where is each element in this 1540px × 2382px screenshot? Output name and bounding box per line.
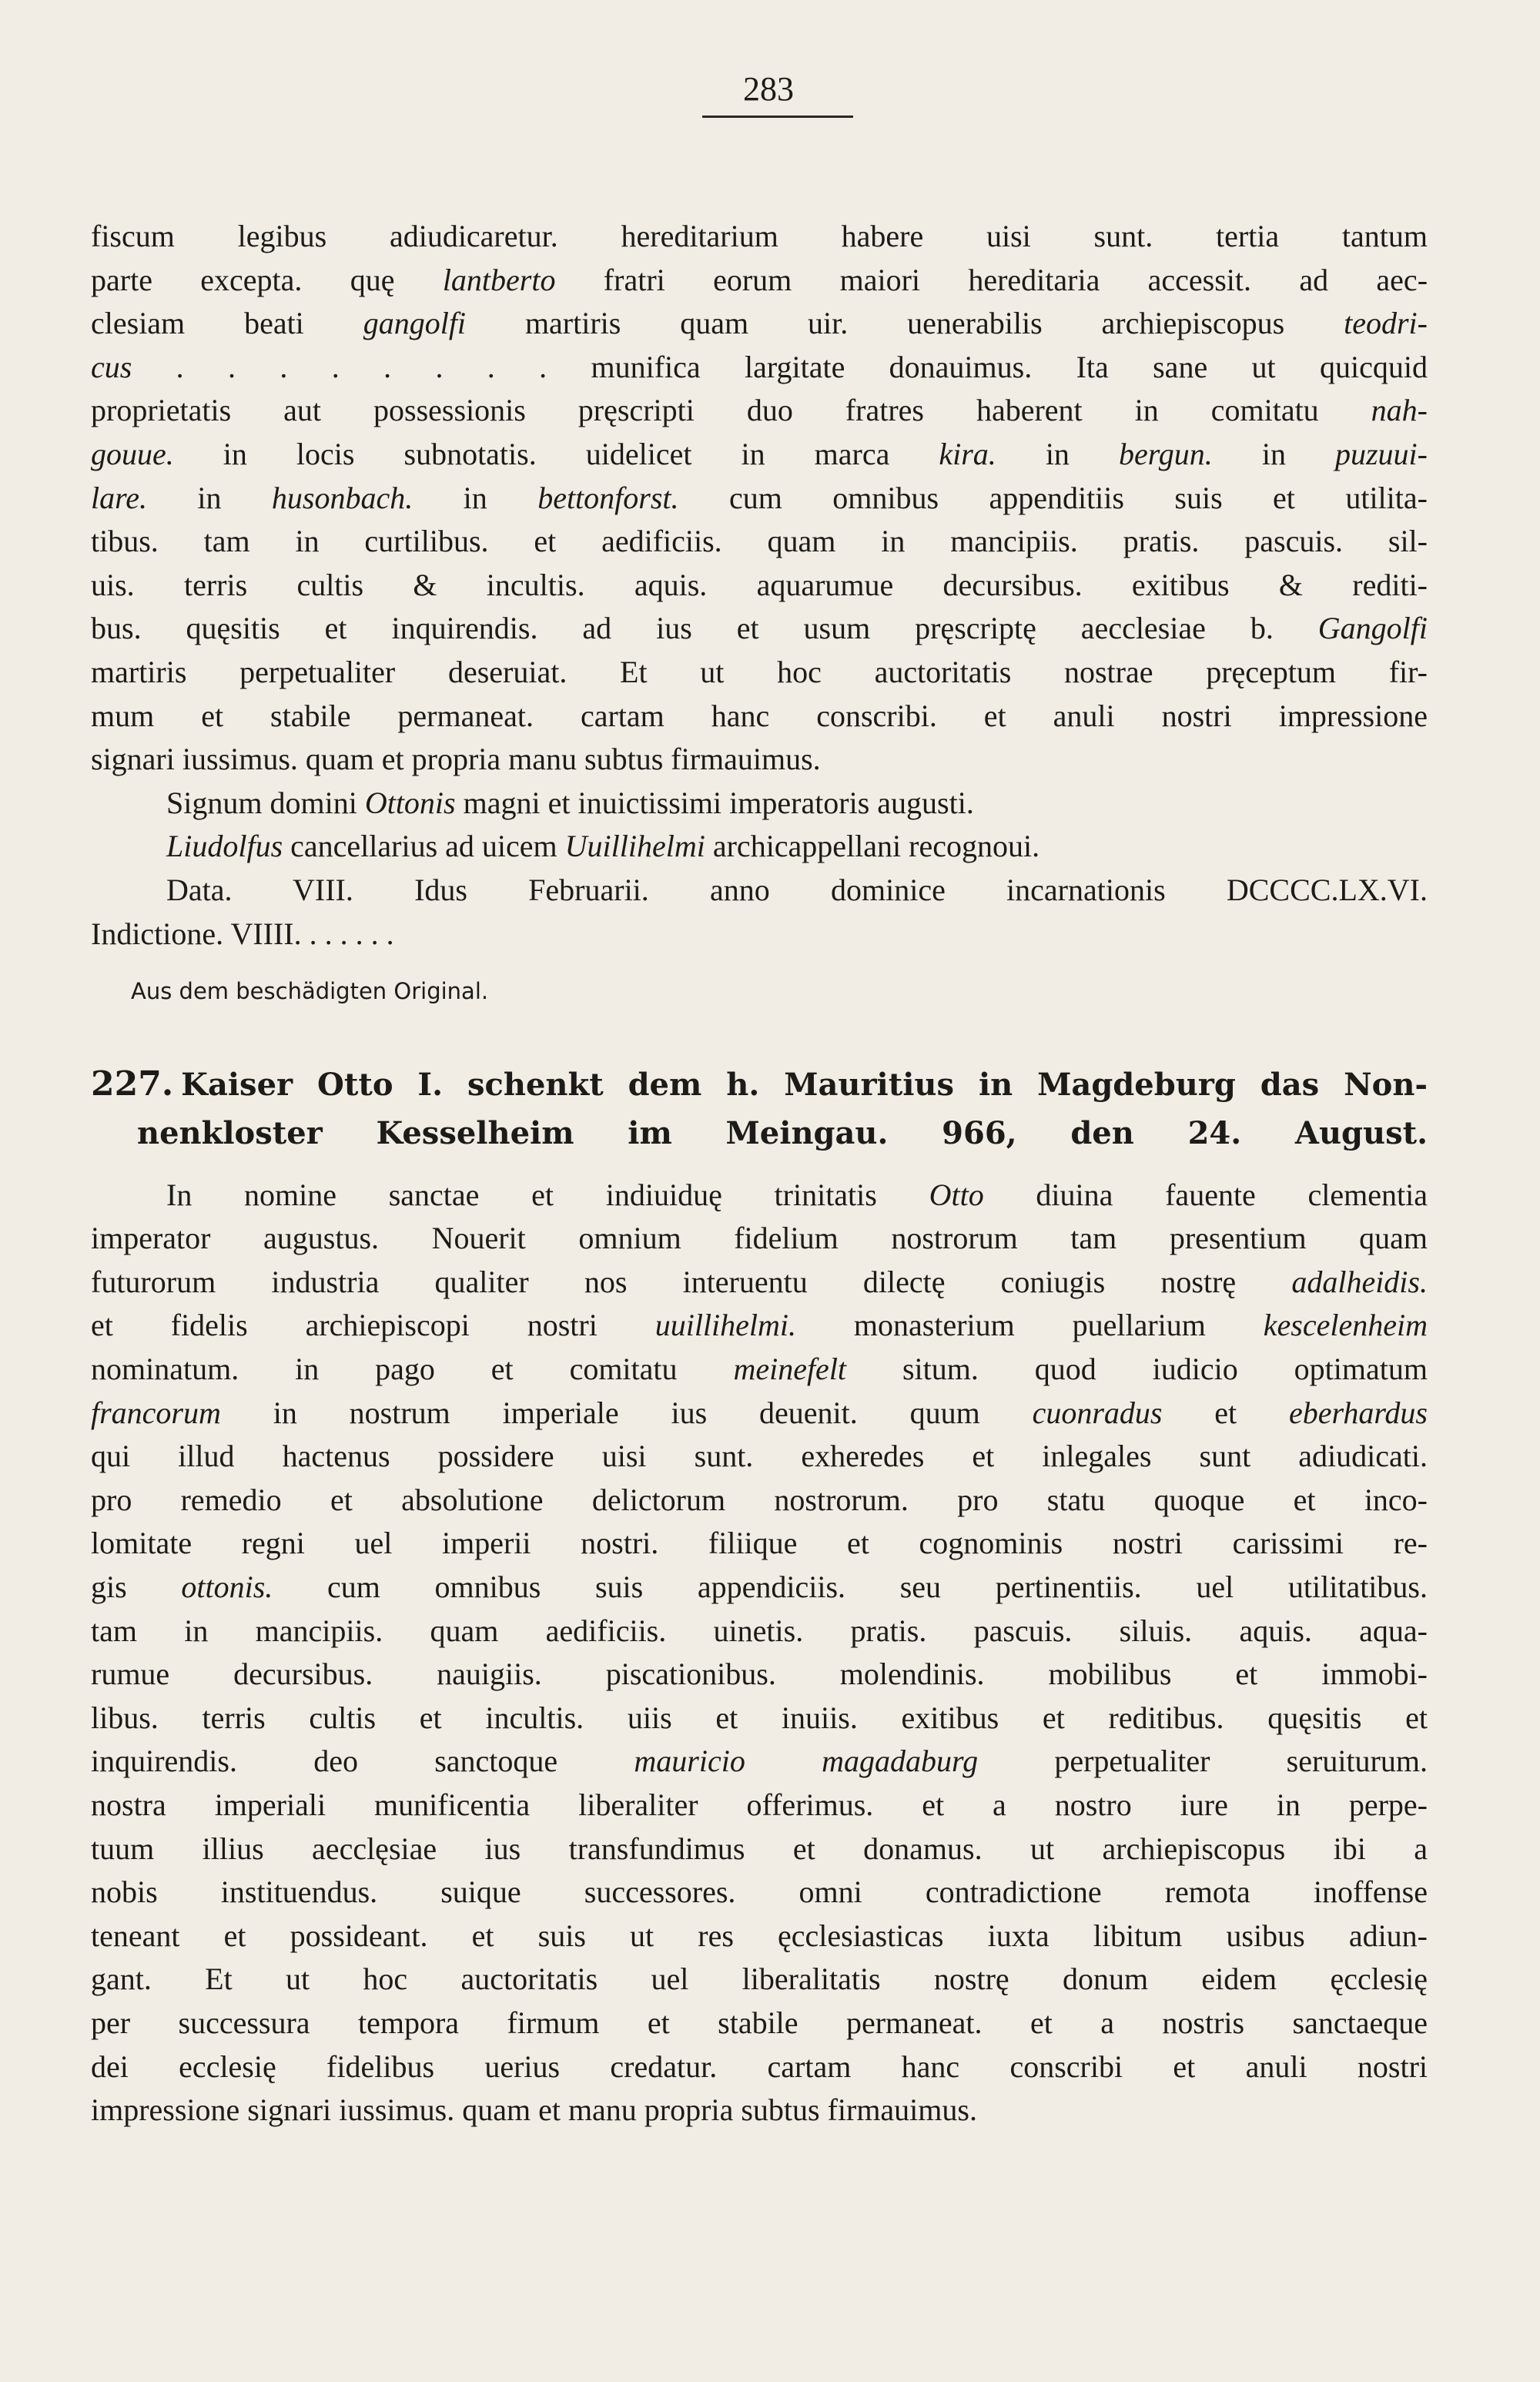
charter-227-heading <box>91 1060 1428 1158</box>
text-span: cum omnibus appenditiis suis et utilita- <box>678 480 1428 515</box>
heading-line-1-text: Kaiser Otto I. schenkt dem h. Mauritius in Magdeburg das Non- <box>181 1066 1428 1103</box>
text-line <box>91 1697 1428 1740</box>
text-span: imperator augustus. Nouerit omnium fidelium nostrorum tam presentium quam <box>91 1221 1428 1256</box>
text-line <box>91 346 1428 390</box>
text-span: rumue decursibus. nauigiis. piscationibus. molendinis. mobilibus et immobi- <box>91 1657 1428 1692</box>
text-span: Signum domini <box>166 785 365 820</box>
text-line <box>91 1348 1428 1392</box>
text-span: diuina fauente clementia <box>983 1177 1428 1212</box>
text-line <box>91 913 1428 956</box>
text-span: nominatum. in pago et comitatu <box>91 1352 734 1387</box>
italic-text: cuonradus <box>1032 1395 1163 1430</box>
text-span: nobis instituendus. suique successores. omni contradictione remota inoffense <box>91 1874 1428 1910</box>
text-line <box>91 1217 1428 1261</box>
text-span: et <box>1162 1395 1289 1430</box>
text-line <box>91 1871 1428 1915</box>
text-span: . . . . . . . . munifica largitate donauimus. Ita sane ut quicquid <box>132 349 1428 384</box>
text-span: futurorum industria qualiter nos interuentu dilectę coniugis nostrę <box>91 1264 1292 1299</box>
text-span: martiris quam uir. uenerabilis archiepiscopus <box>466 306 1344 341</box>
text-line <box>91 1566 1428 1610</box>
italic-text: husonbach. <box>271 480 413 515</box>
italic-text: kira. <box>939 436 996 471</box>
text-span: teneant et possideant. et suis ut res ęcclesiasticas iuxta libitum usibus adiun- <box>91 1918 1428 1953</box>
text-line <box>91 1392 1428 1436</box>
italic-text: mauricio magadaburg <box>634 1744 979 1779</box>
text-span: dei ecclesię fidelibus uerius credatur. cartam hanc conscribi et anuli nostri <box>91 2049 1428 2084</box>
text-span: lomitate regni uel imperii nostri. filiique et cognominis nostri carissimi re- <box>91 1526 1428 1561</box>
source-note: Aus dem beschädigten Original. <box>131 978 489 1005</box>
text-line <box>91 520 1428 564</box>
text-span: nostra imperiali munificentia liberaliter offerimus. et a nostro iure in perpe- <box>91 1787 1428 1822</box>
text-line <box>91 1784 1428 1828</box>
italic-text: teodri- <box>1344 306 1428 341</box>
text-line <box>91 1304 1428 1348</box>
text-span: in <box>1212 436 1335 471</box>
italic-text: ottonis. <box>181 1570 273 1605</box>
text-span: in locis subnotatis. uidelicet in marca <box>173 436 939 471</box>
italic-text: lantberto <box>442 262 556 297</box>
text-line <box>91 695 1428 739</box>
text-line <box>91 2045 1428 2089</box>
text-line <box>91 302 1428 346</box>
text-span: in <box>146 480 272 515</box>
text-span: perpetualiter seruiturum. <box>978 1744 1428 1779</box>
italic-text: gangolfi <box>363 306 467 341</box>
text-span: impressione signari iussimus. quam et manu propria subtus firmauimus. <box>91 2092 977 2128</box>
italic-text: Uuillihelmi <box>564 829 705 864</box>
text-line <box>91 782 1428 826</box>
text-line <box>91 1479 1428 1523</box>
italic-text: Liudolfus <box>166 829 283 864</box>
text-span: cum omnibus suis appendiciis. seu pertinentiis. uel utilitatibus. <box>273 1570 1428 1605</box>
text-line <box>91 259 1428 303</box>
italic-text: uuillihelmi. <box>654 1308 797 1343</box>
charter-226-text <box>91 215 1428 956</box>
text-span: signari iussimus. quam et propria manu subtus firmauimus. <box>91 742 821 777</box>
text-span: proprietatis aut possessionis pręscripti duo fratres haberent in comitatu <box>91 393 1371 428</box>
text-line <box>91 2002 1428 2045</box>
italic-text: francorum <box>91 1395 221 1430</box>
text-line <box>91 607 1428 651</box>
italic-text: bettonforst. <box>537 480 679 515</box>
italic-text: Otto <box>929 1177 984 1212</box>
text-span: monasterium puellarium <box>796 1308 1264 1343</box>
text-span: mum et stabile permaneat. cartam hanc conscribi. et anuli nostri impressione <box>91 698 1428 733</box>
text-span: martiris perpetualiter deseruiat. Et ut hoc auctoritatis nostrae pręceptum fir- <box>91 654 1428 689</box>
text-span: archicappellani recognoui. <box>705 829 1040 864</box>
text-span: qui illud hactenus possidere uisi sunt. exheredes et inlegales sunt adiudicati. <box>91 1439 1428 1474</box>
text-span: In nomine sanctae et indiuiduę trinitatis <box>166 1177 929 1212</box>
text-span: inquirendis. deo sanctoque <box>91 1744 634 1779</box>
text-line <box>91 1653 1428 1697</box>
text-line <box>91 477 1428 521</box>
italic-text: gouue. <box>91 436 174 471</box>
heading-line-1 <box>91 1060 1428 1109</box>
page-number: 283 <box>743 70 794 108</box>
text-span: clesiam beati <box>91 306 363 341</box>
italic-text: lare. <box>91 480 147 515</box>
text-span: situm. quod iudicio optimatum <box>846 1352 1428 1387</box>
italic-text: kescelenheim <box>1263 1308 1428 1343</box>
text-span: tuum illius aecclęsiae ius transfundimus et donamus. ut archiepiscopus ibi a <box>91 1831 1428 1866</box>
text-span: parte excepta. quę <box>91 262 443 297</box>
text-span: et fidelis archiepiscopi nostri <box>91 1308 655 1343</box>
text-line <box>91 215 1428 259</box>
text-span: uis. terris cultis & incultis. aquis. aquarumue decursibus. exitibus & rediti- <box>91 567 1428 602</box>
italic-text: adalheidis. <box>1291 1264 1428 1299</box>
document-page <box>91 68 1428 2132</box>
italic-text: Ottonis <box>364 785 456 820</box>
text-line <box>91 1435 1428 1479</box>
heading-line-2: nenkloster Kesselheim im Meingau. 966, den 24. August. <box>137 1114 1428 1151</box>
text-line <box>91 869 1428 913</box>
charter-number: 227. <box>91 1064 174 1104</box>
text-line <box>91 1174 1428 1218</box>
italic-text: cus <box>91 349 132 384</box>
text-span: in <box>413 480 538 515</box>
text-line <box>91 1610 1428 1653</box>
text-span: Data. VIII. Idus Februarii. anno dominice incarnationis DCCCC.LX.VI. <box>166 872 1428 907</box>
text-span: magni et inuictissimi imperatoris augusti. <box>455 785 974 820</box>
text-line <box>91 825 1428 869</box>
text-span: libus. terris cultis et incultis. uiis et inuiis. exitibus et reditibus. quęsitis et <box>91 1700 1428 1735</box>
charter-227-text <box>91 1174 1428 2132</box>
page-number-rule <box>702 116 853 118</box>
italic-text: Gangolfi <box>1317 611 1428 646</box>
text-span: fiscum legibus adiudicaretur. hereditarium habere uisi sunt. tertia tantum <box>91 219 1428 253</box>
text-line <box>91 1261 1428 1305</box>
text-line <box>91 1522 1428 1566</box>
text-line <box>91 2089 1428 2132</box>
text-line <box>91 564 1428 608</box>
text-span: gant. Et ut hoc auctoritatis uel liberalitatis nostrę donum eidem ęcclesię <box>91 1962 1428 1997</box>
text-span: bus. quęsitis et inquirendis. ad ius et usum pręscriptę aecclesiae b. <box>91 611 1318 646</box>
italic-text: meinefelt <box>733 1352 847 1387</box>
italic-text: eberhardus <box>1289 1395 1428 1430</box>
text-span: cancellarius ad uicem <box>283 829 565 864</box>
text-span: in <box>996 436 1119 471</box>
text-line <box>91 738 1428 782</box>
text-line <box>91 389 1428 433</box>
text-span: pro remedio et absolutione delictorum nostrorum. pro statu quoque et inco- <box>91 1482 1428 1517</box>
text-span: per successura tempora firmum et stabile permaneat. et a nostris sanctaeque <box>91 2005 1428 2040</box>
italic-text: nah- <box>1371 393 1428 428</box>
text-span: fratri eorum maiori hereditaria accessit. ad aec- <box>555 262 1428 297</box>
italic-text: bergun. <box>1118 436 1213 471</box>
text-line <box>91 1828 1428 1871</box>
text-span: in nostrum imperiale ius deuenit. quum <box>220 1395 1033 1430</box>
italic-text: puzuui- <box>1334 436 1428 471</box>
text-span: Indictione. VIIII. . . . . . . <box>91 916 394 951</box>
text-span: tam in mancipiis. quam aedificiis. uinetis. pratis. pascuis. siluis. aquis. aqua- <box>91 1613 1428 1648</box>
text-line <box>91 1740 1428 1784</box>
text-line <box>91 1915 1428 1958</box>
text-line <box>91 651 1428 695</box>
text-line <box>91 433 1428 477</box>
text-line <box>91 1958 1428 2002</box>
text-span: gis <box>91 1570 182 1605</box>
text-span: tibus. tam in curtilibus. et aedificiis. quam in mancipiis. pratis. pascuis. sil- <box>91 524 1428 559</box>
